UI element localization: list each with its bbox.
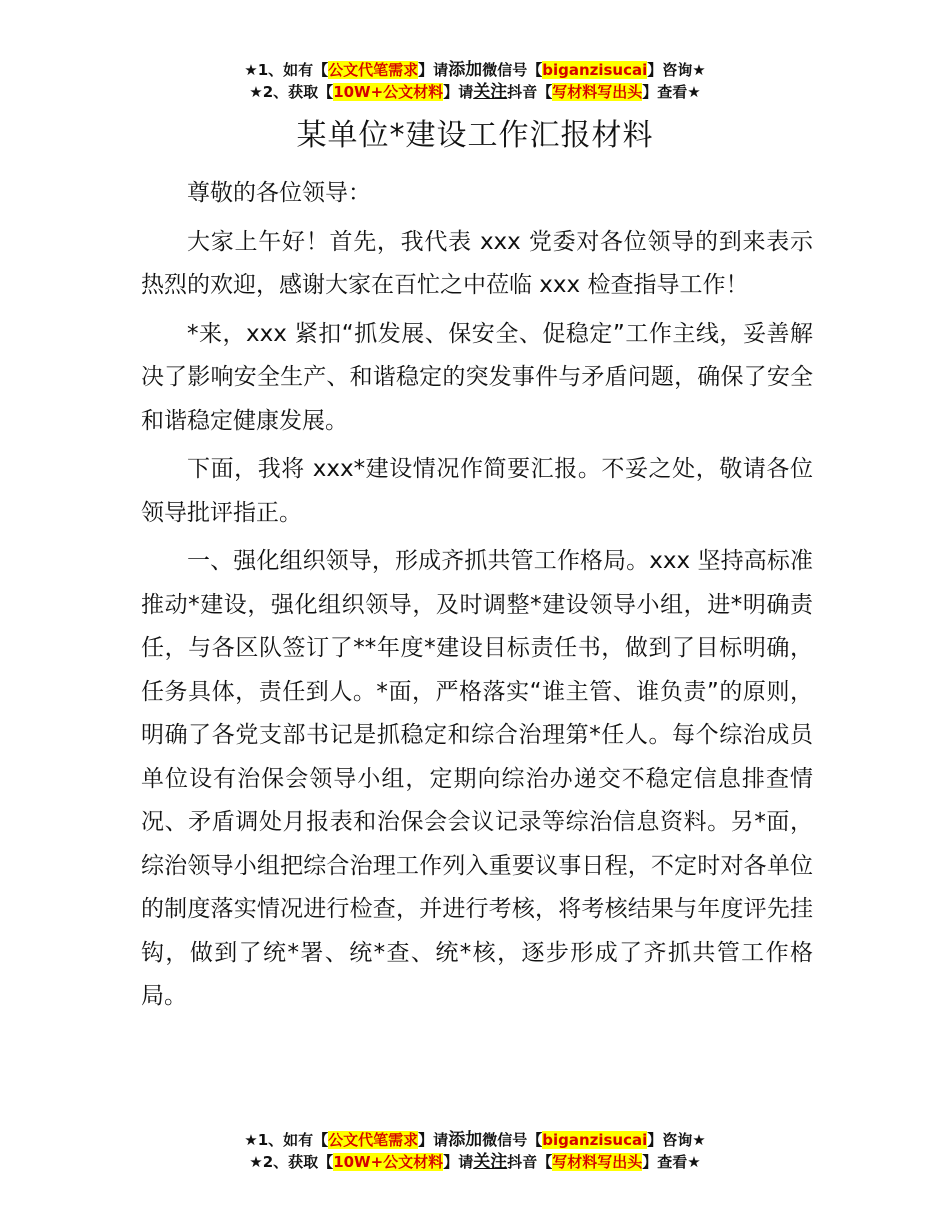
promo-wechat-id: biganzisucai [542,1131,648,1149]
promo-text: ★1、如有【 [244,1131,329,1149]
paragraph-intro: 下面，我将 xxx*建设情况作简要汇报。不妥之处，敬请各位领导批评指正。 [141,456,813,526]
promo-text: ★1、如有【 [244,61,329,79]
promo-text: 】请 [443,1153,474,1171]
promo-text: 微信号【 [482,1131,543,1149]
paragraph-overview: *来，xxx 紧扣“抓发展、保安全、促稳定”工作主线，妥善解决了影响安全生产、和谐稳定的突发事件与矛盾问题，确保了安全和谐稳定健康发展。 [141,320,813,434]
promo-wechat-id: biganzisucai [542,61,648,79]
promo-douyin-id: 写材料写出头 [552,83,643,101]
promo-text: 】查看★ [642,1153,701,1171]
promo-text: 抖音【 [507,1153,553,1171]
promo-text: 】请 [418,61,449,79]
salutation: 尊敬的各位领导： [187,180,371,206]
document-body [141,172,813,1024]
promo-text: 】查看★ [642,83,701,101]
promo-douyin-id: 写材料写出头 [552,1153,643,1171]
promo-text: ★2、获取【 [249,1153,334,1171]
promo-line-1 [0,59,950,81]
promo-highlight: 10W+公文材料 [333,83,444,101]
promo-text: 抖音【 [507,83,553,101]
promo-text: 】咨询★ [647,1131,706,1149]
promo-text: 微信号【 [482,61,543,79]
document-title: 某单位*建设工作汇报材料 [296,118,654,153]
header-promo-banner [0,59,950,103]
promo-emphasis: 关注 [473,1152,508,1172]
promo-emphasis: 添加 [448,60,483,80]
promo-highlight: 公文代笔需求 [328,61,419,79]
promo-highlight: 公文代笔需求 [328,1131,419,1149]
promo-emphasis: 关注 [473,82,508,102]
promo-emphasis: 添加 [448,1130,483,1150]
promo-text: 】请 [443,83,474,101]
promo-line-1 [0,1129,950,1151]
promo-line-2 [0,81,950,103]
paragraph-greeting: 大家上午好！首先，我代表 xxx 党委对各位领导的到来表示热烈的欢迎，感谢大家在百忙之中莅临 xxx 检查指导工作！ [141,228,813,298]
promo-highlight: 10W+公文材料 [333,1153,444,1171]
paragraph-section-1: 一、强化组织领导，形成齐抓共管工作格局。xxx 坚持高标准推动*建设，强化组织领导，及时调整*建设领导小组，进*明确责任，与各区队签订了**年度*建设目标责任书，做到了目标明确，任务具体，责任到人。*面，严格落实“谁主管、谁负责”的原则，明确了各党支部书记是抓稳定和综合治理第*任人。每个综治成员单位设有治保会领导小组，定期向综治办递交不稳定信息排查情况、矛盾调处月报表和治保会会议记录等综治信息资料。另*面，综治领导小组把综合治理工作列入重要议事日程，不定时对各单位的制度落实情况进行检查，并进行考核，将考核结果与年度评先挂钩，做到了统*署、统*查、统*核，逐步形成了齐抓共管工作格局。 [141,548,813,1009]
promo-text: 】请 [418,1131,449,1149]
promo-line-2 [0,1151,950,1173]
promo-text: 】咨询★ [647,61,706,79]
footer-promo-banner [0,1129,950,1173]
promo-text: ★2、获取【 [249,83,334,101]
